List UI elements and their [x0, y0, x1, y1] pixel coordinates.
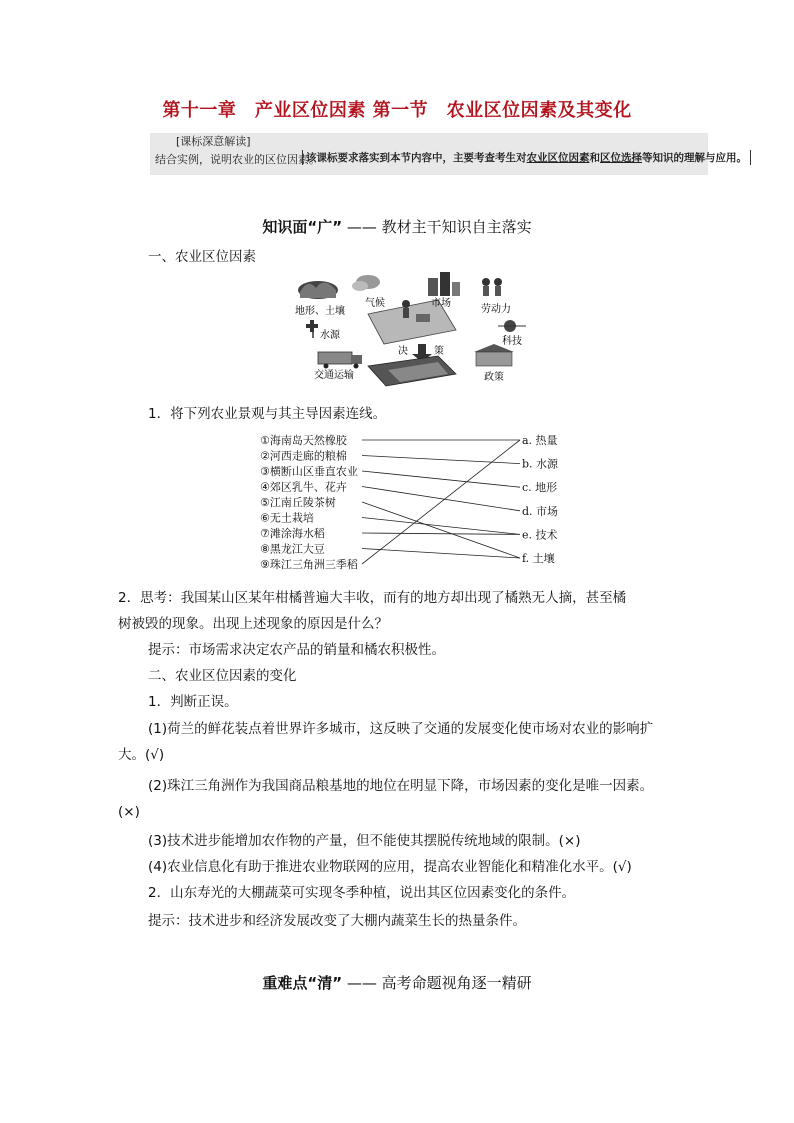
label-water: 水源 [320, 330, 340, 341]
judge-heading: 1．判断正误。 [148, 694, 238, 710]
match-connector-line [362, 533, 520, 534]
section-header-rest-2: 高考命题视角逐一精研 [381, 974, 532, 992]
judge-3: (3)技术进步能增加农作物的产量，但不能使其摆脱传统地域的限制。(×) [148, 833, 581, 849]
cloud-icon [352, 275, 380, 291]
curriculum-tag: [课标深意解读] [176, 135, 251, 148]
match-left-item: ②河西走廊的粮棉 [260, 449, 347, 463]
section-header-difficult [0, 972, 794, 993]
section-header-bold: 知识面“广” [262, 218, 343, 236]
question-2-line-1: 2．思考：我国某山区某年柑橘普遍大丰收，而有的地方却出现了橘熟无人摘，甚至橘 [118, 590, 627, 606]
match-left-item: ⑧黑龙江大豆 [260, 542, 325, 556]
judge-1-line-2: 大。(√) [118, 747, 165, 763]
match-right-item: d. 市场 [522, 504, 559, 518]
farmland-bottom-icon [368, 356, 456, 386]
match-connector-line [362, 518, 520, 535]
section-header-dash: —— [346, 218, 377, 236]
label-terrain: 地形、土壤 [295, 306, 345, 317]
match-connector-line [362, 440, 520, 564]
terrain-icon [298, 281, 338, 299]
hint-1: 提示：市场需求决定农产品的销量和橘农积极性。 [148, 642, 445, 658]
match-left-item: ⑦滩涂海水稻 [260, 527, 325, 540]
match-connector-line [362, 487, 520, 511]
note-pre: 该课标要求落实到本节内容中，主要考查考生对 [306, 152, 527, 164]
label-decide: 决 [398, 346, 408, 357]
hint-2: 提示：技术进步和经济发展改变了大棚内蔬菜生长的热量条件。 [148, 913, 526, 929]
part2-heading: 二、农业区位因素的变化 [148, 668, 297, 684]
match-left-item: ④郊区乳牛、花卉 [260, 480, 347, 494]
section-header-knowledge [0, 216, 794, 237]
chapter-title: 第十一章 产业区位因素 第一节 农业区位因素及其变化 [162, 100, 632, 121]
label-tech: 科技 [502, 336, 522, 347]
match-left-item: ⑨珠江三角洲三季稻 [260, 558, 358, 571]
section-header-dash-2: —— [346, 974, 377, 992]
policy-icon [474, 344, 514, 366]
match-connector-line [362, 456, 520, 464]
match-connector-line [362, 471, 520, 487]
match-right-item: a. 热量 [522, 434, 558, 447]
part1-heading: 一、农业区位因素 [148, 249, 256, 265]
match-left-item: ⑤江南丘陵茶树 [260, 496, 336, 509]
match-left-item: ③横断山区垂直农业 [260, 465, 358, 478]
tech-icon [498, 320, 526, 332]
label-climate: 气候 [365, 298, 385, 309]
matching-diagram [258, 430, 578, 576]
label-transport: 交通运输 [314, 370, 354, 381]
note-post: 等知识的理解与应用。 [642, 152, 747, 164]
tap-icon [306, 320, 318, 338]
question-1: 1．将下列农业景观与其主导因素连线。 [148, 406, 387, 422]
label-policy-word: 策 [434, 346, 444, 357]
match-left-item: ⑥无土栽培 [260, 511, 314, 525]
note-mid: 和 [589, 152, 600, 164]
label-policy: 政策 [484, 372, 504, 383]
match-right-item: e. 技术 [522, 528, 558, 542]
section-header-bold-2: 重难点“清” [262, 974, 343, 992]
truck-icon [318, 352, 362, 369]
note-underline-2: 区位选择 [600, 152, 642, 164]
judge-2-line-2: (×) [118, 804, 140, 820]
match-right-item: b. 水源 [522, 457, 559, 471]
curriculum-note [302, 150, 751, 165]
location-factors-diagram [288, 270, 534, 388]
section-header-rest: 教材主干知识自主落实 [381, 218, 532, 236]
market-icon [428, 272, 460, 296]
labor-icon [482, 278, 502, 296]
label-labor: 劳动力 [481, 304, 511, 315]
curriculum-text: 结合实例，说明农业的区位因素。 [155, 153, 320, 166]
judge-2-line-1: (2)珠江三角洲作为我国商品粮基地的地位在明显下降，市场因素的变化是唯一因素。 [148, 778, 654, 794]
match-left-item: ①海南岛天然橡胶 [260, 434, 347, 447]
match-right-item: f. 土壤 [522, 552, 555, 565]
judge-1-line-1: (1)荷兰的鲜花装点着世界许多城市，这反映了交通的发展变化使市场对农业的影响扩 [148, 721, 654, 737]
judge-4: (4)农业信息化有助于推进农业物联网的应用，提高农业智能化和精准化水平。(√) [148, 859, 632, 875]
label-market: 市场 [431, 298, 451, 309]
question-3: 2．山东寿光的大棚蔬菜可实现冬季种植，说出其区位因素变化的条件。 [148, 885, 576, 901]
note-underline-1: 农业区位因素 [526, 152, 590, 164]
match-right-item: c. 地形 [522, 481, 558, 495]
question-2-line-2: 树被毁的现象。出现上述现象的原因是什么？ [118, 616, 388, 632]
